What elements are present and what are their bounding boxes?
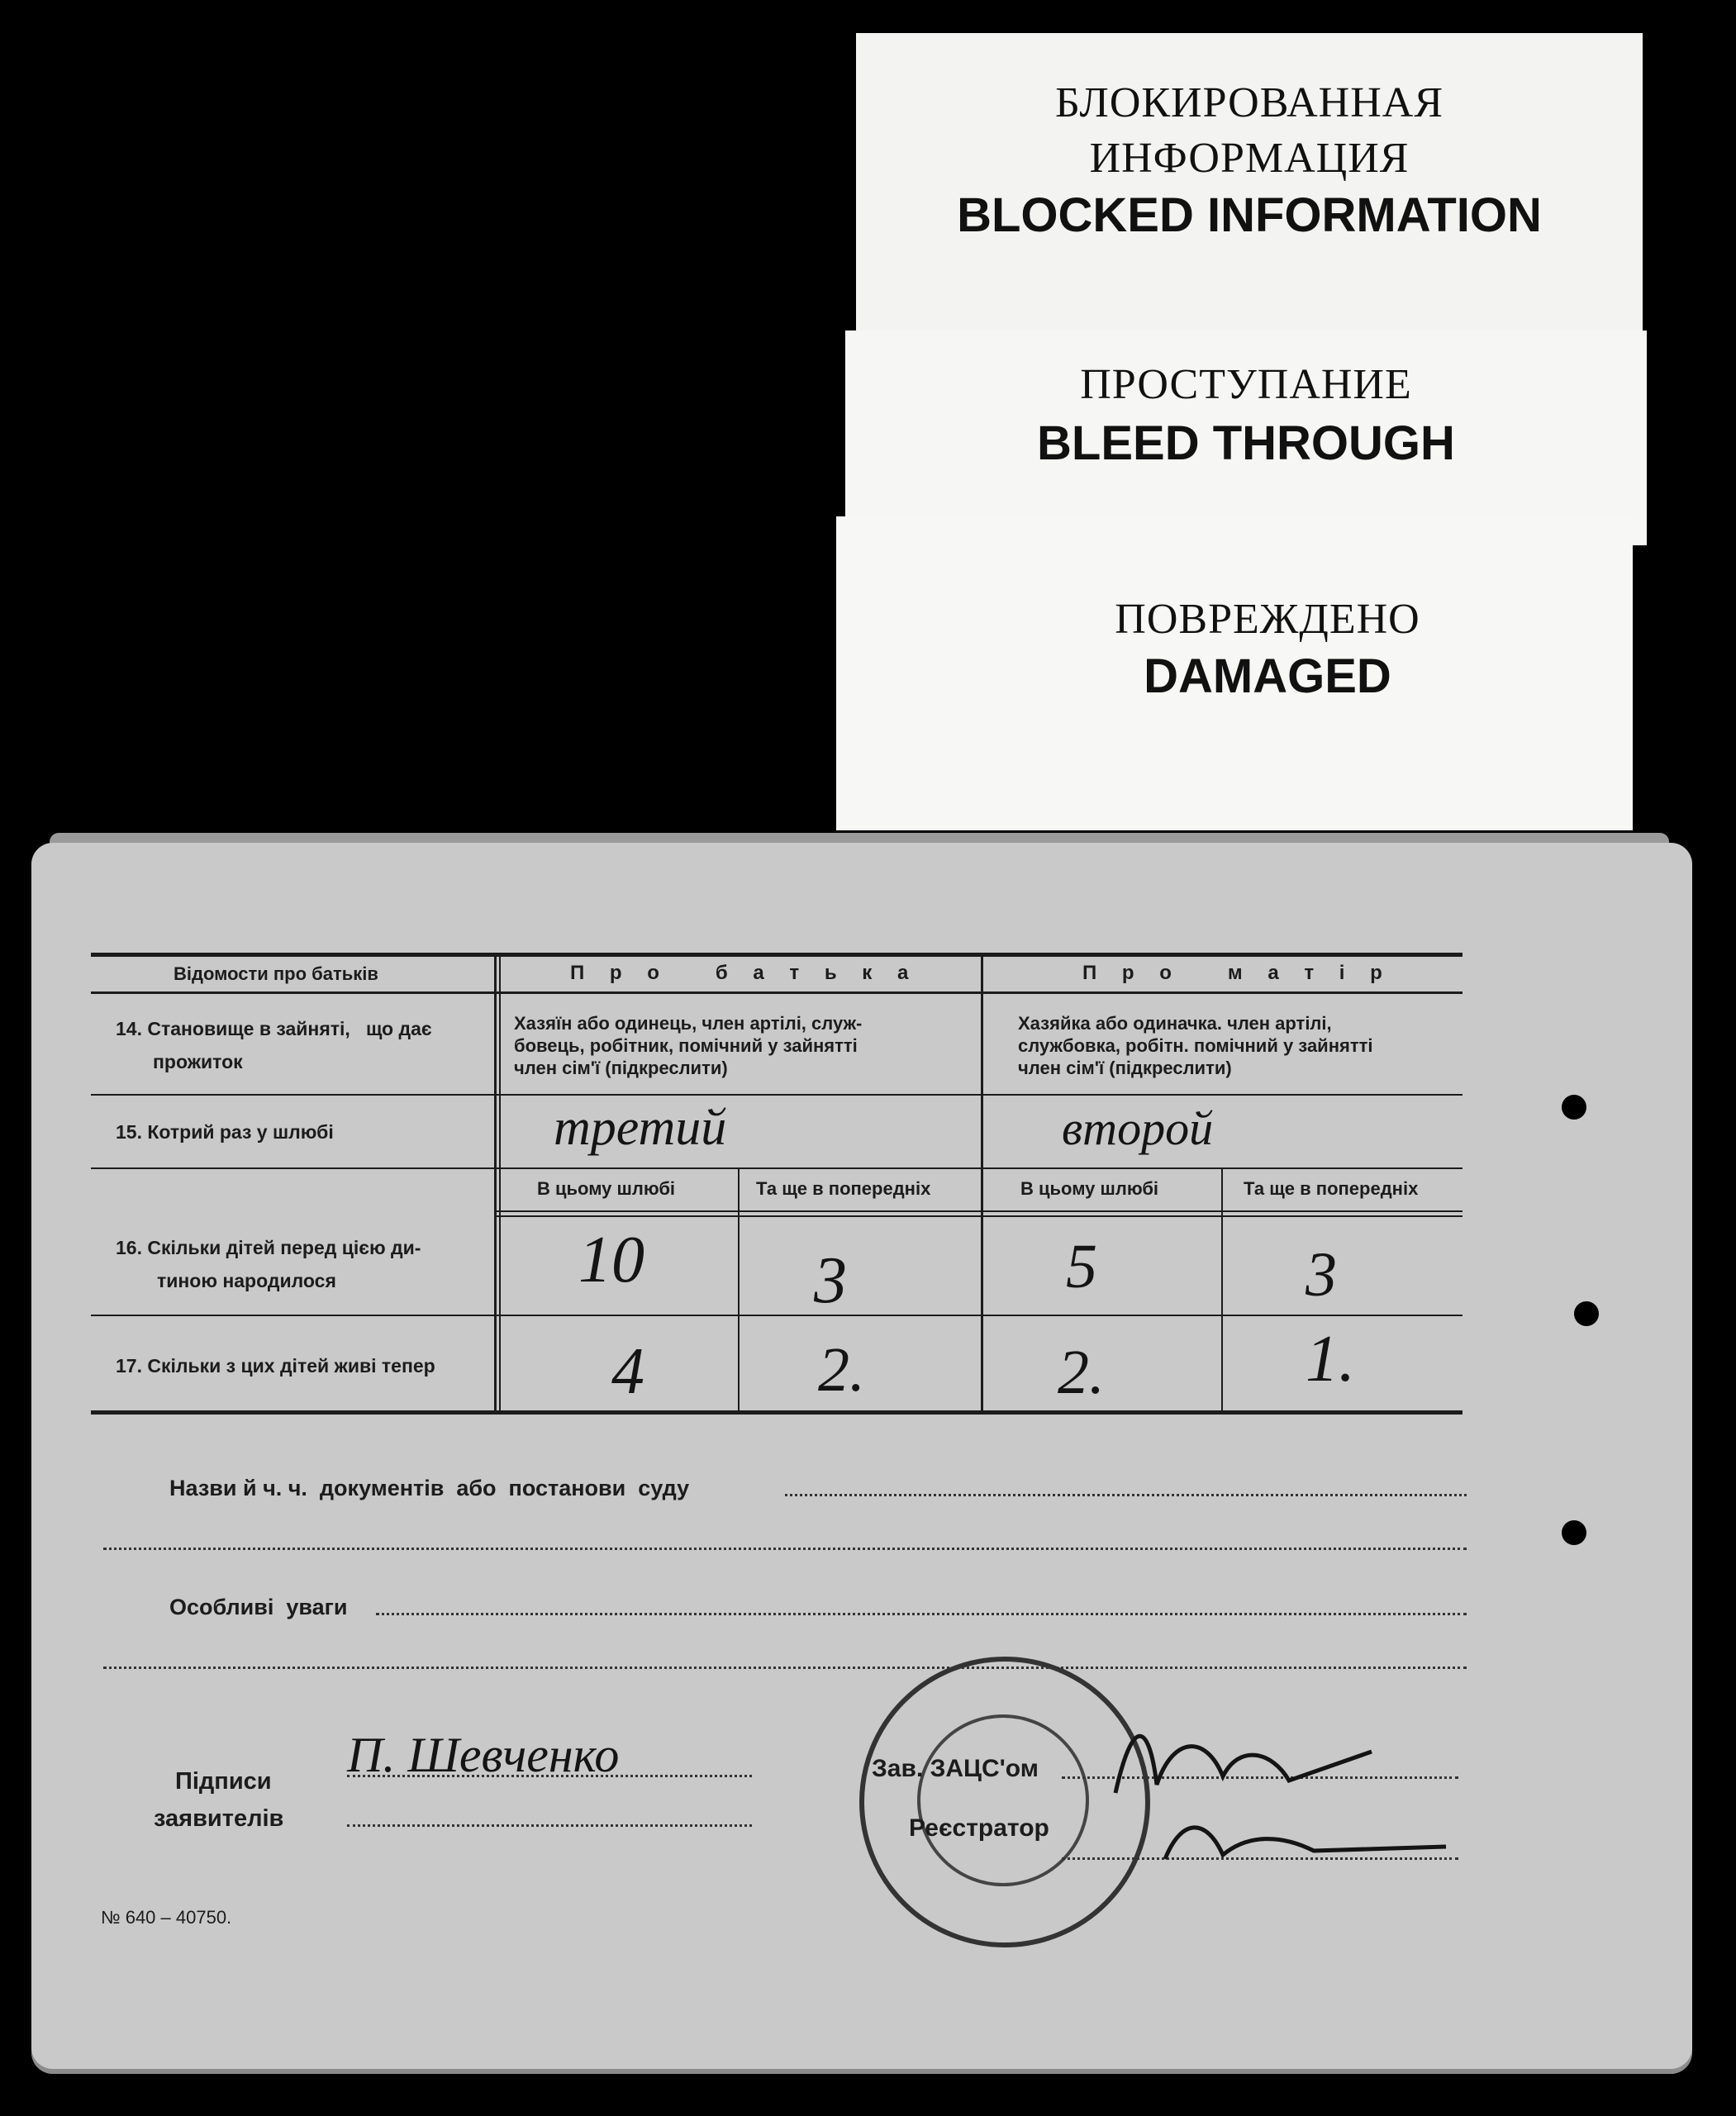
subheader-mother-previous: Та ще в попередніх (1244, 1178, 1419, 1199)
subheader-rule (496, 1215, 1463, 1217)
subheader-mother-current: В цьому шлюбі (1020, 1178, 1159, 1199)
table-header-rule (91, 991, 1463, 994)
damaged-ru-label: ПОВРЕЖДЕНО (1115, 596, 1420, 643)
row16-label-line-1: 16. Скільки дітей перед цією ди- (116, 1237, 421, 1258)
row16-father-previous: 3 (814, 1244, 847, 1317)
row14-mother-line-3: член сім'ї (підкреслити) (1018, 1058, 1232, 1078)
binding-hole (1574, 1301, 1599, 1326)
documents-fill-line (785, 1494, 1467, 1496)
row17-mother-current: 2. (1058, 1338, 1105, 1407)
row16-label-line-2: тиною народилося (157, 1270, 336, 1291)
binding-hole (1562, 1095, 1586, 1120)
official-seal-inner (917, 1714, 1089, 1886)
form-number: № 640 – 40750. (101, 1907, 232, 1928)
subheader-rule (496, 1210, 1463, 1212)
signatures-label-line-2: заявителів (154, 1805, 284, 1832)
blocked-ru-line-1: БЛОКИРОВАННАЯ (1054, 79, 1444, 126)
blocked-ru-line-2: ИНФОРМАЦИЯ (1089, 135, 1410, 182)
row16-mother-previous: 3 (1306, 1240, 1337, 1310)
row14-mother-line-2: службовка, робітн. помічний у зайнятті (1018, 1035, 1373, 1056)
row14-father-line-3: член сім'ї (підкреслити) (514, 1058, 728, 1078)
row-rule (91, 1315, 1463, 1316)
bleed-en-label: BLEED THROUGH (1037, 416, 1455, 470)
damaged-en-label: DAMAGED (1144, 649, 1391, 703)
documents-label: Назви й ч. ч. документів або постанови суду (169, 1476, 690, 1500)
signature-fill-line-2 (347, 1824, 752, 1827)
row15-father-value: третий (554, 1100, 727, 1156)
applicant-signature: П. Шевченко (347, 1728, 620, 1782)
bleed-through-card (845, 330, 1647, 545)
column-rule (1221, 1167, 1223, 1413)
row17-father-current: 4 (611, 1335, 644, 1408)
row14-label-line-1: 14. Становище в зайняті, що дає (116, 1018, 432, 1039)
row14-father-line-2: бовець, робітник, помічний у зайнятті (514, 1035, 858, 1056)
row15-mother-value: второй (1062, 1101, 1214, 1155)
header-mother: П р о м а т і р (1082, 962, 1392, 984)
head-label: Зав. ЗАЦС'ом (872, 1755, 1039, 1782)
column-rule (499, 954, 501, 1413)
column-rule (738, 1167, 740, 1413)
row14-father-line-1: Хазяїн або одинець, член артілі, служ- (514, 1013, 863, 1034)
row17-label: 17. Скільки з цих дітей живі тепер (116, 1355, 435, 1377)
row15-label: 15. Котрий раз у шлюбі (116, 1121, 334, 1143)
row14-label-line-2: прожиток (153, 1051, 243, 1072)
column-rule (494, 954, 497, 1413)
blocked-en-label: BLOCKED INFORMATION (957, 188, 1542, 242)
subheader-father-current: В цьому шлюбі (537, 1178, 676, 1199)
row-rule (91, 1094, 1463, 1096)
documents-fill-line-2 (103, 1548, 1467, 1550)
row16-mother-current: 5 (1066, 1232, 1097, 1301)
signatures-label-line-1: Підписи (175, 1768, 272, 1795)
blocked-information-card (856, 33, 1643, 347)
table-top-rule (91, 953, 1463, 957)
row-rule (91, 1167, 1463, 1169)
remarks-label: Особливі уваги (169, 1595, 348, 1619)
binding-hole (1562, 1520, 1586, 1545)
header-father: П р о б а т ь к а (570, 962, 919, 984)
damaged-card (836, 516, 1633, 830)
table-bottom-rule (91, 1410, 1463, 1415)
column-rule (981, 954, 983, 1413)
remarks-fill-line (376, 1613, 1467, 1615)
official-signature-scribble (1099, 1702, 1471, 1876)
remarks-fill-line-2 (103, 1667, 1467, 1669)
row17-mother-previous: 1. (1306, 1323, 1355, 1396)
row17-father-previous: 2. (818, 1335, 865, 1405)
row16-father-current: 10 (578, 1224, 644, 1296)
subheader-father-previous: Та ще в попередніх (756, 1178, 931, 1199)
registrar-label: Реєстратор (909, 1814, 1049, 1842)
bleed-ru-label: ПРОСТУПАНИЕ (1080, 361, 1412, 408)
header-label: Відомости про батьків (174, 963, 378, 984)
signature-fill-line (347, 1775, 752, 1777)
row14-mother-line-1: Хазяйка або одиначка. член артілі, (1018, 1013, 1332, 1034)
